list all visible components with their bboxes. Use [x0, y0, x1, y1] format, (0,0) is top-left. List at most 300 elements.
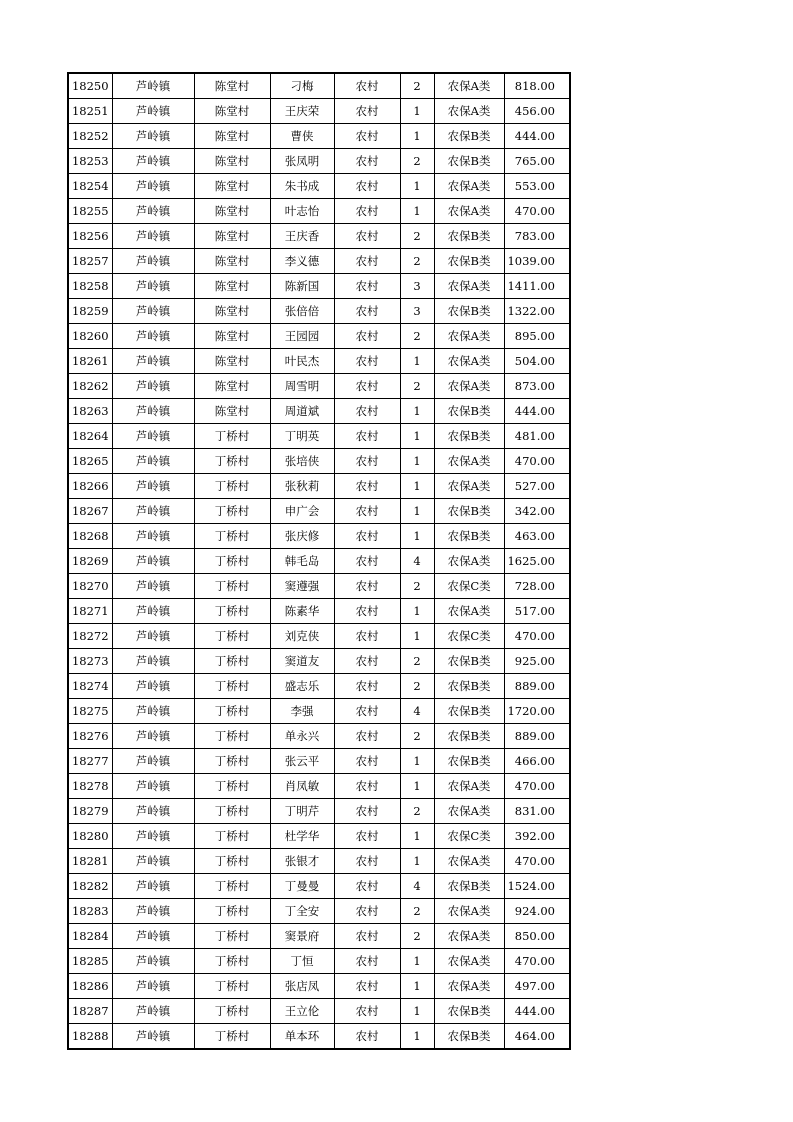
category-cell: 农保B类: [434, 299, 504, 324]
table-row: [68, 499, 570, 524]
type-cell: 农村: [334, 124, 400, 149]
category-cell: 农保A类: [434, 924, 504, 949]
table-row: [68, 174, 570, 199]
name-cell: 叶志怡: [270, 199, 334, 224]
table-row: [68, 849, 570, 874]
category-cell: 农保B类: [434, 499, 504, 524]
name-cell: 刘克侠: [270, 624, 334, 649]
table-row: [68, 674, 570, 699]
table-row: [68, 524, 570, 549]
name-cell: 陈新国: [270, 274, 334, 299]
table-row: [68, 724, 570, 749]
name-cell: 王立伦: [270, 999, 334, 1024]
type-cell: 农村: [334, 549, 400, 574]
count-cell: 1: [400, 624, 434, 649]
amount-cell: 504.00: [504, 349, 570, 374]
town-cell: 芦岭镇: [112, 524, 194, 549]
name-cell: 窦景府: [270, 924, 334, 949]
table-row: [68, 1024, 570, 1050]
type-cell: 农村: [334, 399, 400, 424]
category-cell: 农保C类: [434, 624, 504, 649]
village-cell: 陈堂村: [194, 174, 270, 199]
count-cell: 1: [400, 974, 434, 999]
category-cell: 农保B类: [434, 874, 504, 899]
table-row: [68, 649, 570, 674]
type-cell: 农村: [334, 424, 400, 449]
village-cell: 丁桥村: [194, 574, 270, 599]
table-row: [68, 374, 570, 399]
amount-cell: 470.00: [504, 449, 570, 474]
table-row: [68, 599, 570, 624]
name-cell: 张秋莉: [270, 474, 334, 499]
amount-cell: 444.00: [504, 999, 570, 1024]
village-cell: 陈堂村: [194, 324, 270, 349]
name-cell: 申广会: [270, 499, 334, 524]
name-cell: 张培侠: [270, 449, 334, 474]
amount-cell: 889.00: [504, 674, 570, 699]
amount-cell: 456.00: [504, 99, 570, 124]
town-cell: 芦岭镇: [112, 174, 194, 199]
village-cell: 丁桥村: [194, 849, 270, 874]
village-cell: 丁桥村: [194, 774, 270, 799]
count-cell: 3: [400, 299, 434, 324]
serial-cell: 18286: [68, 974, 112, 999]
town-cell: 芦岭镇: [112, 774, 194, 799]
category-cell: 农保A类: [434, 949, 504, 974]
type-cell: 农村: [334, 699, 400, 724]
town-cell: 芦岭镇: [112, 599, 194, 624]
serial-cell: 18267: [68, 499, 112, 524]
serial-cell: 18254: [68, 174, 112, 199]
category-cell: 农保A类: [434, 449, 504, 474]
village-cell: 丁桥村: [194, 524, 270, 549]
category-cell: 农保B类: [434, 124, 504, 149]
count-cell: 1: [400, 449, 434, 474]
serial-cell: 18274: [68, 674, 112, 699]
count-cell: 1: [400, 174, 434, 199]
village-cell: 丁桥村: [194, 649, 270, 674]
table-row: [68, 949, 570, 974]
type-cell: 农村: [334, 524, 400, 549]
serial-cell: 18288: [68, 1024, 112, 1050]
count-cell: 1: [400, 524, 434, 549]
name-cell: 单永兴: [270, 724, 334, 749]
type-cell: 农村: [334, 199, 400, 224]
amount-cell: 342.00: [504, 499, 570, 524]
serial-cell: 18266: [68, 474, 112, 499]
table-body: [68, 73, 570, 1049]
count-cell: 1: [400, 199, 434, 224]
table-row: [68, 799, 570, 824]
count-cell: 2: [400, 374, 434, 399]
serial-cell: 18278: [68, 774, 112, 799]
amount-cell: 517.00: [504, 599, 570, 624]
town-cell: 芦岭镇: [112, 874, 194, 899]
village-cell: 陈堂村: [194, 249, 270, 274]
amount-cell: 1411.00: [504, 274, 570, 299]
amount-cell: 765.00: [504, 149, 570, 174]
category-cell: 农保A类: [434, 474, 504, 499]
amount-cell: 470.00: [504, 624, 570, 649]
amount-cell: 1625.00: [504, 549, 570, 574]
amount-cell: 444.00: [504, 124, 570, 149]
count-cell: 1: [400, 824, 434, 849]
count-cell: 2: [400, 149, 434, 174]
town-cell: 芦岭镇: [112, 274, 194, 299]
category-cell: 农保A类: [434, 99, 504, 124]
serial-cell: 18259: [68, 299, 112, 324]
name-cell: 曹侠: [270, 124, 334, 149]
category-cell: 农保A类: [434, 849, 504, 874]
count-cell: 2: [400, 674, 434, 699]
type-cell: 农村: [334, 499, 400, 524]
village-cell: 丁桥村: [194, 799, 270, 824]
village-cell: 陈堂村: [194, 374, 270, 399]
name-cell: 丁恒: [270, 949, 334, 974]
town-cell: 芦岭镇: [112, 349, 194, 374]
table-row: [68, 199, 570, 224]
serial-cell: 18277: [68, 749, 112, 774]
village-cell: 丁桥村: [194, 1024, 270, 1050]
table-row: [68, 224, 570, 249]
table-row: [68, 574, 570, 599]
name-cell: 周雪明: [270, 374, 334, 399]
category-cell: 农保B类: [434, 1024, 504, 1050]
amount-cell: 1524.00: [504, 874, 570, 899]
category-cell: 农保B类: [434, 724, 504, 749]
category-cell: 农保B类: [434, 249, 504, 274]
type-cell: 农村: [334, 649, 400, 674]
type-cell: 农村: [334, 224, 400, 249]
town-cell: 芦岭镇: [112, 249, 194, 274]
serial-cell: 18257: [68, 249, 112, 274]
amount-cell: 1720.00: [504, 699, 570, 724]
table-row: [68, 749, 570, 774]
count-cell: 1: [400, 999, 434, 1024]
town-cell: 芦岭镇: [112, 649, 194, 674]
town-cell: 芦岭镇: [112, 699, 194, 724]
count-cell: 2: [400, 649, 434, 674]
type-cell: 农村: [334, 774, 400, 799]
type-cell: 农村: [334, 174, 400, 199]
name-cell: 张凤明: [270, 149, 334, 174]
town-cell: 芦岭镇: [112, 374, 194, 399]
type-cell: 农村: [334, 999, 400, 1024]
count-cell: 1: [400, 599, 434, 624]
serial-cell: 18250: [68, 73, 112, 99]
serial-cell: 18287: [68, 999, 112, 1024]
count-cell: 4: [400, 549, 434, 574]
town-cell: 芦岭镇: [112, 73, 194, 99]
town-cell: 芦岭镇: [112, 974, 194, 999]
village-cell: 丁桥村: [194, 974, 270, 999]
category-cell: 农保A类: [434, 799, 504, 824]
serial-cell: 18281: [68, 849, 112, 874]
town-cell: 芦岭镇: [112, 799, 194, 824]
category-cell: 农保B类: [434, 424, 504, 449]
village-cell: 陈堂村: [194, 124, 270, 149]
type-cell: 农村: [334, 974, 400, 999]
category-cell: 农保A类: [434, 374, 504, 399]
village-cell: 丁桥村: [194, 874, 270, 899]
category-cell: 农保A类: [434, 274, 504, 299]
count-cell: 2: [400, 924, 434, 949]
serial-cell: 18270: [68, 574, 112, 599]
serial-cell: 18258: [68, 274, 112, 299]
count-cell: 2: [400, 224, 434, 249]
name-cell: 李强: [270, 699, 334, 724]
table-row: [68, 324, 570, 349]
count-cell: 4: [400, 874, 434, 899]
type-cell: 农村: [334, 149, 400, 174]
category-cell: 农保B类: [434, 649, 504, 674]
name-cell: 韩毛岛: [270, 549, 334, 574]
count-cell: 1: [400, 424, 434, 449]
type-cell: 农村: [334, 574, 400, 599]
amount-cell: 470.00: [504, 849, 570, 874]
category-cell: 农保A类: [434, 974, 504, 999]
amount-cell: 889.00: [504, 724, 570, 749]
type-cell: 农村: [334, 449, 400, 474]
table-row: [68, 549, 570, 574]
village-cell: 陈堂村: [194, 299, 270, 324]
village-cell: 陈堂村: [194, 224, 270, 249]
category-cell: 农保B类: [434, 674, 504, 699]
amount-cell: 464.00: [504, 1024, 570, 1050]
type-cell: 农村: [334, 849, 400, 874]
village-cell: 丁桥村: [194, 674, 270, 699]
town-cell: 芦岭镇: [112, 324, 194, 349]
table-row: [68, 124, 570, 149]
category-cell: 农保A类: [434, 899, 504, 924]
town-cell: 芦岭镇: [112, 549, 194, 574]
amount-cell: 873.00: [504, 374, 570, 399]
table-row: [68, 624, 570, 649]
town-cell: 芦岭镇: [112, 749, 194, 774]
amount-cell: 470.00: [504, 199, 570, 224]
amount-cell: 392.00: [504, 824, 570, 849]
name-cell: 窦道友: [270, 649, 334, 674]
count-cell: 2: [400, 73, 434, 99]
type-cell: 农村: [334, 874, 400, 899]
amount-cell: 1322.00: [504, 299, 570, 324]
name-cell: 丁明英: [270, 424, 334, 449]
town-cell: 芦岭镇: [112, 899, 194, 924]
type-cell: 农村: [334, 749, 400, 774]
type-cell: 农村: [334, 324, 400, 349]
amount-cell: 527.00: [504, 474, 570, 499]
table-row: [68, 974, 570, 999]
data-table: [67, 72, 571, 1050]
name-cell: 杜学华: [270, 824, 334, 849]
table-row: [68, 99, 570, 124]
type-cell: 农村: [334, 674, 400, 699]
serial-cell: 18260: [68, 324, 112, 349]
village-cell: 丁桥村: [194, 549, 270, 574]
serial-cell: 18285: [68, 949, 112, 974]
count-cell: 2: [400, 724, 434, 749]
category-cell: 农保C类: [434, 574, 504, 599]
type-cell: 农村: [334, 949, 400, 974]
name-cell: 张云平: [270, 749, 334, 774]
amount-cell: 444.00: [504, 399, 570, 424]
type-cell: 农村: [334, 249, 400, 274]
table-row: [68, 474, 570, 499]
type-cell: 农村: [334, 474, 400, 499]
name-cell: 朱书成: [270, 174, 334, 199]
serial-cell: 18251: [68, 99, 112, 124]
amount-cell: 553.00: [504, 174, 570, 199]
category-cell: 农保A类: [434, 73, 504, 99]
table-row: [68, 699, 570, 724]
type-cell: 农村: [334, 1024, 400, 1050]
town-cell: 芦岭镇: [112, 724, 194, 749]
type-cell: 农村: [334, 349, 400, 374]
amount-cell: 470.00: [504, 949, 570, 974]
category-cell: 农保A类: [434, 174, 504, 199]
serial-cell: 18253: [68, 149, 112, 174]
category-cell: 农保C类: [434, 824, 504, 849]
type-cell: 农村: [334, 824, 400, 849]
town-cell: 芦岭镇: [112, 674, 194, 699]
serial-cell: 18276: [68, 724, 112, 749]
table-row: [68, 349, 570, 374]
category-cell: 农保A类: [434, 774, 504, 799]
name-cell: 张庆修: [270, 524, 334, 549]
village-cell: 丁桥村: [194, 624, 270, 649]
amount-cell: 925.00: [504, 649, 570, 674]
amount-cell: 850.00: [504, 924, 570, 949]
count-cell: 1: [400, 849, 434, 874]
serial-cell: 18272: [68, 624, 112, 649]
type-cell: 农村: [334, 799, 400, 824]
amount-cell: 924.00: [504, 899, 570, 924]
town-cell: 芦岭镇: [112, 574, 194, 599]
amount-cell: 481.00: [504, 424, 570, 449]
name-cell: 丁明芹: [270, 799, 334, 824]
count-cell: 2: [400, 799, 434, 824]
category-cell: 农保B类: [434, 149, 504, 174]
category-cell: 农保B类: [434, 524, 504, 549]
type-cell: 农村: [334, 599, 400, 624]
serial-cell: 18280: [68, 824, 112, 849]
count-cell: 2: [400, 899, 434, 924]
count-cell: 3: [400, 274, 434, 299]
town-cell: 芦岭镇: [112, 949, 194, 974]
amount-cell: 895.00: [504, 324, 570, 349]
town-cell: 芦岭镇: [112, 299, 194, 324]
town-cell: 芦岭镇: [112, 199, 194, 224]
name-cell: 叶民杰: [270, 349, 334, 374]
name-cell: 窦遵强: [270, 574, 334, 599]
town-cell: 芦岭镇: [112, 449, 194, 474]
table-row: [68, 73, 570, 99]
serial-cell: 18256: [68, 224, 112, 249]
category-cell: 农保B类: [434, 399, 504, 424]
village-cell: 丁桥村: [194, 949, 270, 974]
category-cell: 农保A类: [434, 549, 504, 574]
category-cell: 农保B类: [434, 224, 504, 249]
serial-cell: 18255: [68, 199, 112, 224]
category-cell: 农保A类: [434, 599, 504, 624]
table-row: [68, 424, 570, 449]
table-row: [68, 899, 570, 924]
type-cell: 农村: [334, 99, 400, 124]
amount-cell: 728.00: [504, 574, 570, 599]
village-cell: 陈堂村: [194, 399, 270, 424]
table-row: [68, 999, 570, 1024]
town-cell: 芦岭镇: [112, 499, 194, 524]
category-cell: 农保A类: [434, 199, 504, 224]
village-cell: 丁桥村: [194, 999, 270, 1024]
count-cell: 1: [400, 749, 434, 774]
type-cell: 农村: [334, 724, 400, 749]
type-cell: 农村: [334, 374, 400, 399]
name-cell: 张银才: [270, 849, 334, 874]
serial-cell: 18271: [68, 599, 112, 624]
name-cell: 李义德: [270, 249, 334, 274]
count-cell: 1: [400, 124, 434, 149]
type-cell: 农村: [334, 73, 400, 99]
town-cell: 芦岭镇: [112, 849, 194, 874]
serial-cell: 18282: [68, 874, 112, 899]
town-cell: 芦岭镇: [112, 99, 194, 124]
amount-cell: 831.00: [504, 799, 570, 824]
table-row: [68, 399, 570, 424]
type-cell: 农村: [334, 274, 400, 299]
table-row: [68, 874, 570, 899]
town-cell: 芦岭镇: [112, 999, 194, 1024]
name-cell: 陈素华: [270, 599, 334, 624]
type-cell: 农村: [334, 624, 400, 649]
name-cell: 单本环: [270, 1024, 334, 1050]
count-cell: 4: [400, 699, 434, 724]
count-cell: 2: [400, 249, 434, 274]
table-row: [68, 449, 570, 474]
category-cell: 农保A类: [434, 324, 504, 349]
name-cell: 王庆荣: [270, 99, 334, 124]
name-cell: 肖凤敏: [270, 774, 334, 799]
village-cell: 丁桥村: [194, 749, 270, 774]
serial-cell: 18264: [68, 424, 112, 449]
village-cell: 丁桥村: [194, 724, 270, 749]
name-cell: 刁梅: [270, 73, 334, 99]
name-cell: 张倍倍: [270, 299, 334, 324]
amount-cell: 1039.00: [504, 249, 570, 274]
name-cell: 丁全安: [270, 899, 334, 924]
type-cell: 农村: [334, 924, 400, 949]
village-cell: 丁桥村: [194, 924, 270, 949]
village-cell: 丁桥村: [194, 699, 270, 724]
serial-cell: 18263: [68, 399, 112, 424]
village-cell: 陈堂村: [194, 199, 270, 224]
amount-cell: 783.00: [504, 224, 570, 249]
serial-cell: 18262: [68, 374, 112, 399]
name-cell: 王庆香: [270, 224, 334, 249]
serial-cell: 18279: [68, 799, 112, 824]
table-row: [68, 824, 570, 849]
name-cell: 王园园: [270, 324, 334, 349]
category-cell: 农保B类: [434, 999, 504, 1024]
village-cell: 陈堂村: [194, 149, 270, 174]
name-cell: 张店凤: [270, 974, 334, 999]
name-cell: 周道斌: [270, 399, 334, 424]
table-row: [68, 774, 570, 799]
count-cell: 1: [400, 474, 434, 499]
table-row: [68, 299, 570, 324]
village-cell: 丁桥村: [194, 449, 270, 474]
town-cell: 芦岭镇: [112, 474, 194, 499]
